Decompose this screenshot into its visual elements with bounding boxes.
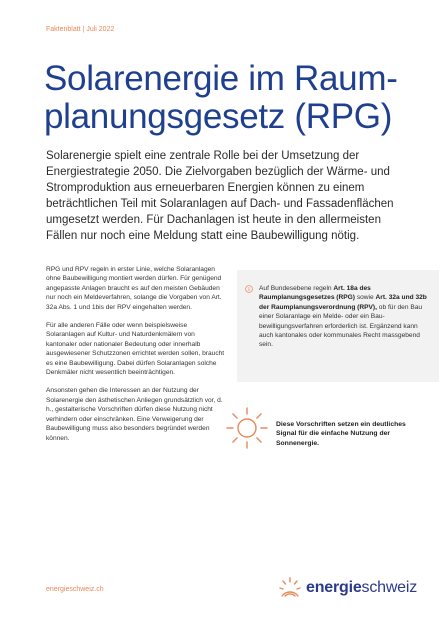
title-line-2: planungsgesetz (RPG) bbox=[44, 97, 393, 136]
energieschweiz-logo bbox=[278, 576, 417, 600]
title-line-1: Solarenergie im Raum- bbox=[44, 59, 398, 98]
page-title bbox=[44, 60, 424, 136]
body-paragraph-1: RPG und RPV regeln in erster Linie, welche Solaranlagen ohne Baubewilligung montiert werden dürfen. Für genügend angepasste Anlagen braucht es auf den meisten Gebäuden nur noch ein Meldeverfahren, solange die Vorgaben von Art. 32a Abs. 1 und 1bis der RPV eingehalten werden. bbox=[46, 266, 222, 311]
info-bold-rpv: Art. 32a und 32b der Raumplanungsverordnung (RPV), bbox=[259, 294, 427, 311]
info-bold-rpg: Art. 18a des Raumplanungsgesetzes (RPG) bbox=[259, 285, 371, 302]
energieschweiz-logo-icon bbox=[278, 576, 302, 600]
info-box bbox=[237, 270, 439, 382]
eyebrow-label: Faktenblatt | Juli 2022 bbox=[46, 26, 115, 33]
footer-url[interactable]: energieschweiz.ch bbox=[46, 586, 104, 593]
info-text: Auf Bundesebene regeln Art. 18a des Raumplanungsgesetzes (RPG) sowie Art. 32a und 32b der Raumplanungsverordnung (RPV), ob für den Bau einer Solaranlage ein Melde- oder ein Baubewilligungsverfahren erforderlich ist. Ergänzend kann auch kantonales oder kommunales Recht massgebend sein. bbox=[259, 285, 427, 349]
logo-wordmark: energieschweiz bbox=[306, 579, 418, 596]
sun-icon bbox=[224, 405, 270, 451]
body-column bbox=[46, 265, 226, 452]
body-paragraph-3: Ansonsten gehen die Interessen an der Nutzung der Solarenergie den ästhetischen Anliegen grundsätzlich vor, d. h., gestalterische Vorschriften dürfen diese Nutzung nicht verhindern oder einschränken. Eine Verweigerung der Baubewilligung muss also besonders begründet werden können. bbox=[46, 387, 223, 442]
signal-callout: Diese Vorschriften setzen ein deutliches Signal für die einfache Nutzung der Sonnenergie. bbox=[276, 421, 406, 447]
body-paragraph-2: Für alle anderen Fälle oder wenn beispielsweise Solaranlagen auf Kultur- und Naturdenkmälern von kantonaler oder nationaler Bedeutung oder innerhalb ausgewiesener Schutzzonen errichtet werden sollen, braucht es eine Baubewilligung. Dabei dürfen Solaranlagen solche Denkmäler nicht wesentlich beeinträchtigen. bbox=[46, 322, 225, 377]
intro-paragraph: Solarenergie spielt eine zentrale Rolle bei der Umsetzung der Energiestrategie 2050. Die Zielvorgaben bezüglich der Wärme- und Stromproduktion aus erneuerbaren Energien können zu einem beträchtlichen Teil mit Solaranlagen auf Dach- und Fassadenflächen umgesetzt werden. Für Dachanlagen ist heute in den allermeisten Fällen nur noch eine Meldung statt eine Baubewilligung nötig. bbox=[46, 150, 394, 242]
info-circle-icon bbox=[245, 285, 253, 293]
